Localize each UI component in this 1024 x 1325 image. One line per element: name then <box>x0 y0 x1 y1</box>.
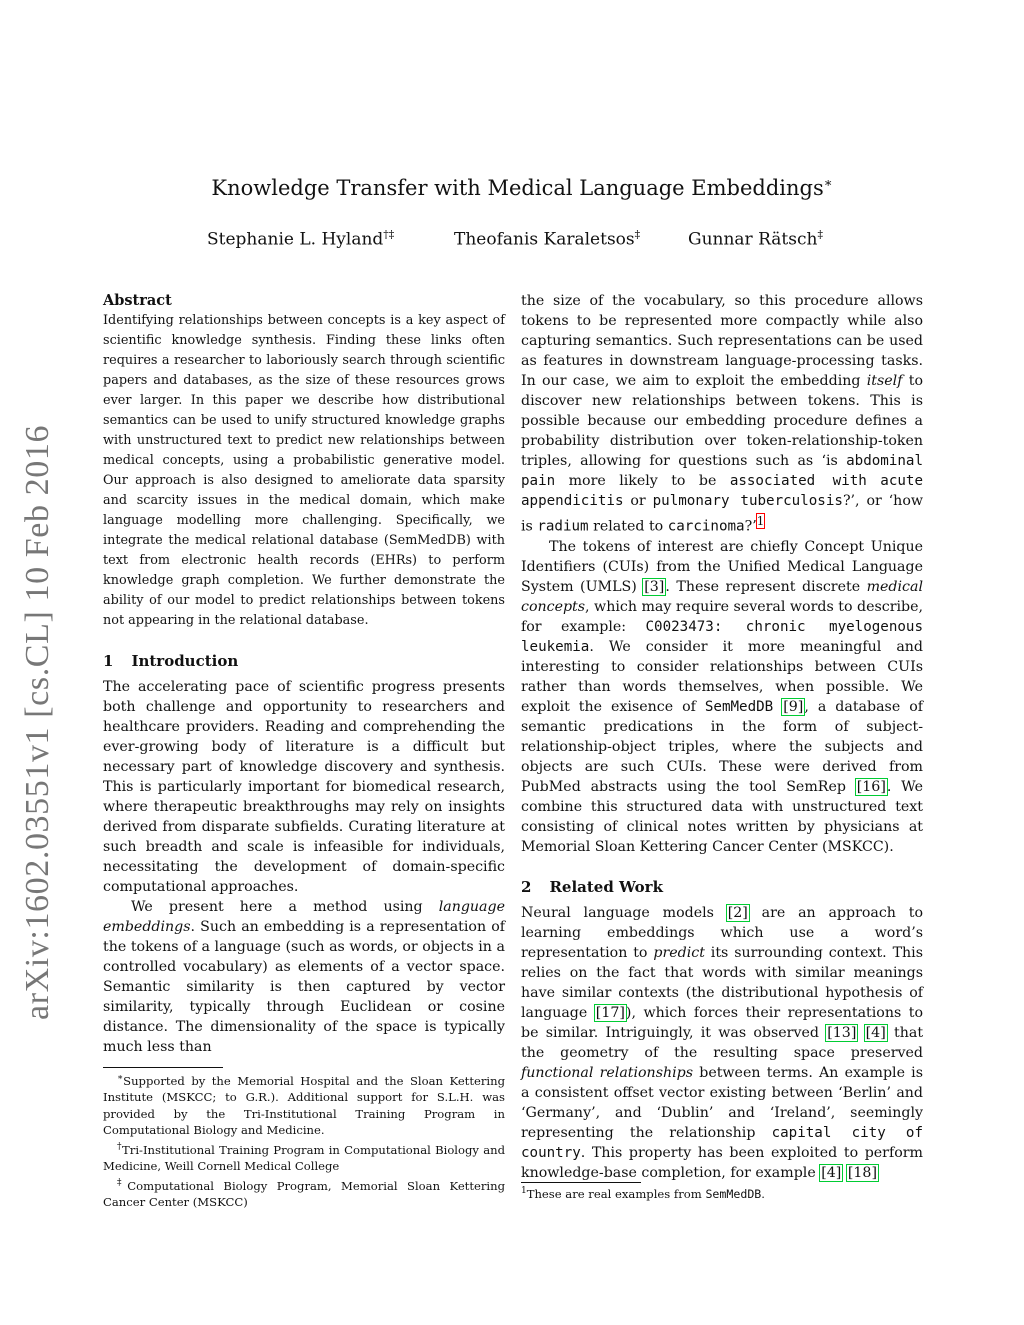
text-run: , which may require several words to describe, for example: <box>521 598 924 635</box>
arxiv-identifier: arXiv:1602.03551v1 [cs.CL] 10 Feb 2016 <box>19 424 56 1020</box>
footnote-text: Tri-Institutional Training Program in Computational Biology and Medicine, Weill Cornell Medical College <box>103 1142 505 1174</box>
section-title: Related Work <box>549 877 663 896</box>
section-1-heading <box>103 651 505 671</box>
title-footnote-mark: ∗ <box>823 176 833 191</box>
text-run: . These represent discrete <box>665 578 867 595</box>
text-run: . This property has been exploited to perform knowledge-base completion, for example <box>521 1144 923 1181</box>
intro-paragraph-1: The accelerating pace of scientific progress presents both challenge and opportunity to researchers and healthcare providers. Reading and comprehending the ever-growing body of literature is a difficult but necessary part of knowledge discovery and synthesis. This is particularly important for biomedical research, where therapeutic breakthroughs may rely on insights derived from disparate subfields. Curating literature at such breadth and scale is infeasible for individuals, necessitating the development of domain-specific computational approaches. <box>103 679 505 895</box>
title-text: Knowledge Transfer with Medical Language Embeddings <box>211 176 824 200</box>
text-run: , a database of semantic predications in the form of subject-relationship-object triples, where the subjects and objects are such CUIs. These were derived from PubMed abstracts using the tool SemRep <box>521 698 923 795</box>
author-name: Stephanie L. Hyland <box>207 229 384 250</box>
right-paragraph-1 <box>521 291 923 537</box>
author-name: Gunnar Rätsch <box>688 229 818 250</box>
text-run: . Such an embedding is a representation of the tokens of a language (such as words, or objects in a controlled vocabulary) as elements of a vector space. Semantic similarity is then captured by vector similarity, typically through Euclidean or cosine distance. The dimensionality of the space is typically much less than <box>103 919 505 1055</box>
citation-link[interactable]: [4] <box>865 1024 886 1041</box>
emphasis: predict <box>653 944 705 961</box>
text-run <box>867 473 880 489</box>
text-run: its surrounding context. This relies on the fact that words with similar meanings have similar contexts (the distributional hypothesis of language <box>521 944 923 1021</box>
section-2-heading <box>521 877 923 897</box>
citation-link[interactable]: [16] <box>856 778 886 795</box>
right-footnote <box>521 1183 923 1202</box>
text-run: or <box>623 493 653 509</box>
citation-link[interactable]: [4] <box>821 1164 842 1181</box>
text-run: Neural language models <box>521 904 727 921</box>
footnote-link-1[interactable]: 1 <box>756 514 765 528</box>
citation-link[interactable]: [18] <box>847 1164 877 1181</box>
text-run <box>857 1025 864 1041</box>
text-run <box>773 699 782 715</box>
right-paragraph-2 <box>521 537 923 857</box>
text-run: . We consider it more meaningful and interesting to consider relationships between CUIs rather than words themselves, when possible. We exploit the exisence of <box>521 638 923 715</box>
emphasis: functional relationships <box>521 1064 694 1081</box>
author-1 <box>207 222 394 253</box>
text-run: to discover new relationships between tokens. This is possible because our embedding procedure defines a probability distribution over token-relationship-token triples, allowing for questions such as ‘is <box>521 373 923 469</box>
footnote-affiliation-2 <box>103 1175 505 1211</box>
emphasis: medical concepts <box>521 578 923 615</box>
footnote-text: Supported by the Memorial Hospital and the Sloan Kettering Institute (MSKCC; to G.R.). Additional support for S.L.H. was provided by the Tri-Institutional Training Program in Computational Biology and Medicine. <box>103 1073 505 1138</box>
text-run: ), which forces their representations to be similar. Intriguingly, it was observed <box>521 1004 923 1041</box>
author-affil-marks: ‡ <box>817 228 823 241</box>
text-run: more likely to be <box>555 473 730 489</box>
intro-paragraph-2 <box>103 897 505 1057</box>
code-term: abdominal pain <box>521 453 923 489</box>
section-number: 2 <box>521 877 532 896</box>
footnote-rule <box>103 1067 223 1068</box>
citation-link[interactable]: [3] <box>644 578 665 595</box>
code-term: associated with <box>729 473 867 489</box>
footnote-mark: ‡ <box>117 1177 128 1188</box>
author-affil-marks: ‡ <box>634 228 641 241</box>
text-run: We present here a method using <box>131 899 439 915</box>
citation-link[interactable]: [13] <box>827 1024 857 1041</box>
footnote-text: . <box>761 1186 765 1201</box>
code-term: acute appendicitis <box>521 473 924 509</box>
text-run: between terms. An example is a consistent offset vector existing between ‘Berlin’ and ‘Germany’, and ‘Dublin’ and ‘Ireland’, seemingly representing the relationship <box>521 1064 923 1141</box>
footnote-text: Computational Biology Program, Memorial Sloan Kettering Cancer Center (MSKCC) <box>103 1178 505 1210</box>
author-affil-marks: †‡ <box>383 228 395 241</box>
footnote-mark: 1 <box>521 1186 527 1196</box>
citation-link[interactable]: [9] <box>783 698 804 715</box>
code-term: pulmonary tuberculosis <box>652 493 843 509</box>
section-number: 1 <box>103 652 114 670</box>
citation-link[interactable]: [2] <box>727 904 748 921</box>
text-run: ?’ <box>744 518 757 535</box>
code-term: SemMedDB <box>704 698 774 715</box>
text-run: are an approach to learning embeddings which use a word’s representation to <box>521 904 923 961</box>
text-run: . We combine this structured data with unstructured text consisting of clinical notes written by physicians at Memorial Sloan Kettering Cancer Center (MSKCC). <box>521 778 924 855</box>
code-term: radium <box>537 518 589 535</box>
author-name: Theofanis Karaletsos <box>454 229 635 250</box>
text-run: related to <box>588 518 668 535</box>
related-work-paragraph <box>521 903 923 1183</box>
abstract-heading: Abstract <box>103 292 172 309</box>
code-term: C0023473: chronic myelogenous leukemia <box>521 618 923 655</box>
code-term: carcinoma <box>667 518 745 535</box>
footnote-funding <box>103 1070 505 1139</box>
footnote-mark: ∗ <box>117 1073 124 1083</box>
text-run: that the geometry of the resulting space preserved <box>521 1024 924 1061</box>
right-column <box>521 291 923 1183</box>
code-term: capital city of country <box>521 1124 924 1161</box>
footnote-mark: † <box>117 1141 123 1152</box>
left-footnotes <box>103 1070 505 1211</box>
author-3 <box>688 222 823 253</box>
emphasis: language embeddings <box>103 899 505 935</box>
text-run: ?’, or ‘how is <box>521 493 924 535</box>
footnote-text: These are real examples from <box>526 1186 706 1201</box>
abstract-text: Identifying relationships between concepts is a key aspect of scientific knowledge synthesis. Finding these links often requires a researcher to laboriously search through scientific papers and databases, as the size of these resources grows ever larger. In this paper we describe how distributional semantics can be used to unify structured knowledge graphs with unstructured text to predict new relationships between medical concepts, using a probabilistic generative model. Our approach is also designed to ameliorate data sparsity and scarcity issues in the medical domain, which make language modelling more challenging. Specifically, we integrate the medical relational database (SemMedDB) with text from electronic health records (EHRs) to perform knowledge graph completion. We further demonstrate the ability of our model to predict relationships between tokens not appearing in the relational database. <box>103 313 505 628</box>
left-column <box>103 291 505 1057</box>
code-term: SemMedDB <box>705 1186 762 1201</box>
author-2 <box>454 222 640 253</box>
text-run: the size of the vocabulary, so this procedure allows tokens to be represented more compactly while also capturing semantics. Such representations can be used as features in downstream language-processing tasks. In our case, we aim to exploit the embedding <box>521 293 923 389</box>
footnote-affiliation-1 <box>103 1139 505 1175</box>
text-run: The tokens of interest are chiefly Concept Unique Identifiers (CUIs) from the Unified Medical Language System (UMLS) <box>521 538 923 595</box>
paper-title <box>0 169 1024 203</box>
section-title: Introduction <box>131 652 239 670</box>
emphasis: itself <box>866 373 903 389</box>
citation-link[interactable]: [17] <box>595 1004 625 1021</box>
